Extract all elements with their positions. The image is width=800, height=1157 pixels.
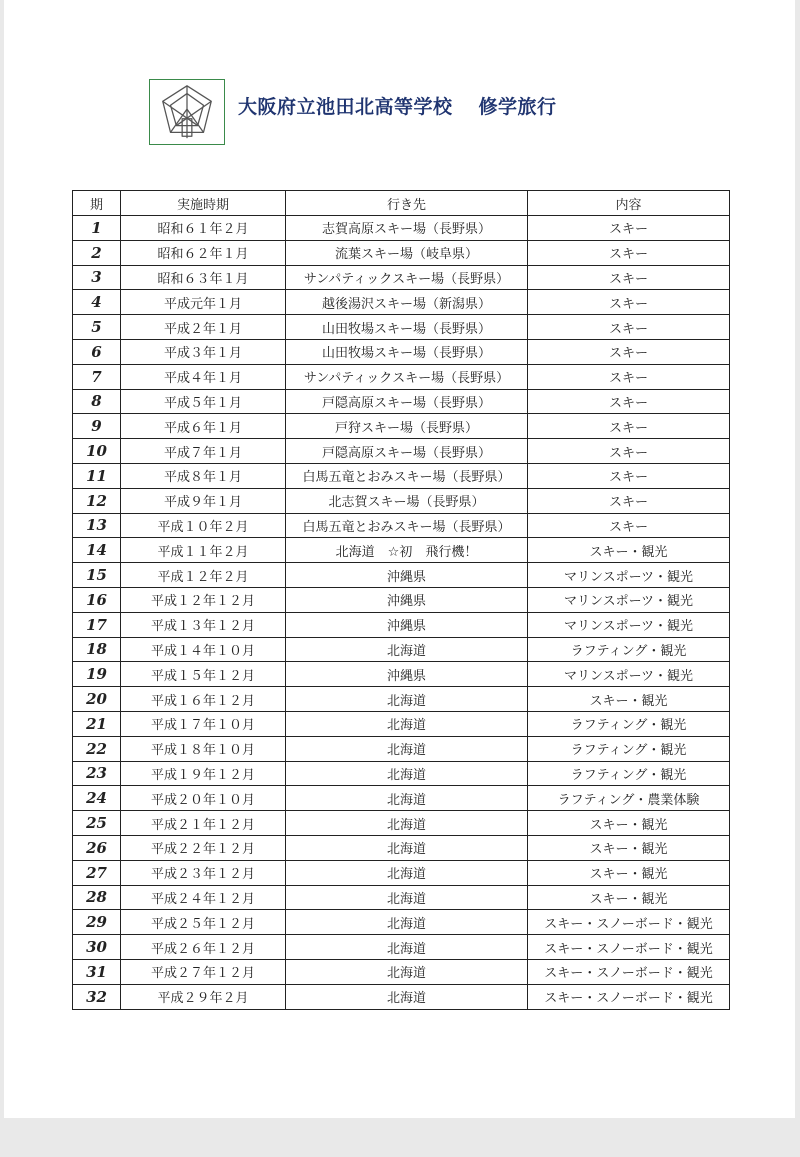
table-row xyxy=(73,290,730,315)
table-row xyxy=(73,736,730,761)
term-cell: 23 xyxy=(73,761,121,786)
term-cell: 32 xyxy=(73,984,121,1009)
school-trip-table xyxy=(72,190,730,1010)
content-cell: スキー・スノーボード・観光 xyxy=(528,984,730,1009)
date-cell: 平成６年１月 xyxy=(121,414,286,439)
destination-cell: 北海道 xyxy=(286,687,528,712)
date-cell: 平成１１年２月 xyxy=(121,538,286,563)
table-row xyxy=(73,835,730,860)
term-cell: 6 xyxy=(73,339,121,364)
destination-cell: 沖縄県 xyxy=(286,563,528,588)
content-cell: スキー xyxy=(528,290,730,315)
destination-cell: 白馬五竜とおみスキー場（長野県） xyxy=(286,463,528,488)
term-cell: 27 xyxy=(73,860,121,885)
table-row xyxy=(73,265,730,290)
date-cell: 平成１４年１０月 xyxy=(121,637,286,662)
date-cell: 昭和６２年１月 xyxy=(121,240,286,265)
destination-cell: 戸狩スキー場（長野県） xyxy=(286,414,528,439)
table-row xyxy=(73,563,730,588)
table-row xyxy=(73,959,730,984)
date-cell: 平成２１年１２月 xyxy=(121,811,286,836)
term-cell: 12 xyxy=(73,488,121,513)
destination-cell: 白馬五竜とおみスキー場（長野県） xyxy=(286,513,528,538)
content-cell: スキー xyxy=(528,364,730,389)
date-cell: 平成３年１月 xyxy=(121,339,286,364)
term-cell: 22 xyxy=(73,736,121,761)
date-cell: 平成２５年１２月 xyxy=(121,910,286,935)
term-cell: 8 xyxy=(73,389,121,414)
table-row xyxy=(73,587,730,612)
term-cell: 9 xyxy=(73,414,121,439)
term-cell: 19 xyxy=(73,662,121,687)
date-cell: 平成２７年１２月 xyxy=(121,959,286,984)
content-cell: ラフティング・観光 xyxy=(528,711,730,736)
date-cell: 平成８年１月 xyxy=(121,463,286,488)
term-cell: 14 xyxy=(73,538,121,563)
content-cell: スキー・スノーボード・観光 xyxy=(528,959,730,984)
destination-cell: 北海道 xyxy=(286,761,528,786)
document-title: 修学旅行 xyxy=(478,96,557,118)
content-cell: スキー xyxy=(528,439,730,464)
table-body xyxy=(73,216,730,1010)
date-cell: 平成２２年１２月 xyxy=(121,835,286,860)
date-cell: 平成２４年１２月 xyxy=(121,885,286,910)
table-row xyxy=(73,761,730,786)
date-cell: 平成９年１月 xyxy=(121,488,286,513)
school-name: 大阪府立池田北高等学校 xyxy=(238,96,453,118)
term-cell: 13 xyxy=(73,513,121,538)
table-row xyxy=(73,364,730,389)
table-row xyxy=(73,811,730,836)
column-header-term: 期 xyxy=(73,191,121,216)
destination-cell: 沖縄県 xyxy=(286,662,528,687)
destination-cell: 北海道 xyxy=(286,637,528,662)
page-title xyxy=(238,92,557,119)
destination-cell: 戸隠高原スキー場（長野県） xyxy=(286,389,528,414)
content-cell: スキー・観光 xyxy=(528,811,730,836)
date-cell: 平成１９年１２月 xyxy=(121,761,286,786)
date-cell: 平成１７年１０月 xyxy=(121,711,286,736)
content-cell: スキー xyxy=(528,414,730,439)
destination-cell: サンパティックスキー場（長野県） xyxy=(286,364,528,389)
table-row xyxy=(73,439,730,464)
destination-cell: サンパティックスキー場（長野県） xyxy=(286,265,528,290)
date-cell: 昭和６１年２月 xyxy=(121,216,286,241)
table-row xyxy=(73,711,730,736)
term-cell: 21 xyxy=(73,711,121,736)
table-row xyxy=(73,984,730,1009)
content-cell: スキー・観光 xyxy=(528,860,730,885)
term-cell: 16 xyxy=(73,587,121,612)
date-cell: 平成７年１月 xyxy=(121,439,286,464)
destination-cell: 北海道 xyxy=(286,910,528,935)
content-cell: スキー xyxy=(528,339,730,364)
table-row xyxy=(73,513,730,538)
table-row xyxy=(73,786,730,811)
term-cell: 29 xyxy=(73,910,121,935)
term-cell: 2 xyxy=(73,240,121,265)
destination-cell: 北海道 xyxy=(286,984,528,1009)
content-cell: ラフティング・観光 xyxy=(528,637,730,662)
table-row xyxy=(73,612,730,637)
table-row xyxy=(73,935,730,960)
destination-cell: 北海道 xyxy=(286,935,528,960)
date-cell: 平成２３年１２月 xyxy=(121,860,286,885)
date-cell: 平成１６年１２月 xyxy=(121,687,286,712)
table-row xyxy=(73,860,730,885)
date-cell: 平成４年１月 xyxy=(121,364,286,389)
column-header-content: 内容 xyxy=(528,191,730,216)
date-cell: 平成２０年１０月 xyxy=(121,786,286,811)
destination-cell: 北海道 xyxy=(286,860,528,885)
destination-cell: 山田牧場スキー場（長野県） xyxy=(286,339,528,364)
content-cell: ラフティング・観光 xyxy=(528,736,730,761)
term-cell: 31 xyxy=(73,959,121,984)
date-cell: 平成２９年２月 xyxy=(121,984,286,1009)
date-cell: 平成１２年２月 xyxy=(121,563,286,588)
table-row xyxy=(73,687,730,712)
table-row xyxy=(73,885,730,910)
date-cell: 平成５年１月 xyxy=(121,389,286,414)
date-cell: 平成２６年１２月 xyxy=(121,935,286,960)
table-row xyxy=(73,240,730,265)
content-cell: マリンスポーツ・観光 xyxy=(528,587,730,612)
content-cell: スキー・観光 xyxy=(528,885,730,910)
content-cell: スキー・スノーボード・観光 xyxy=(528,910,730,935)
destination-cell: 北海道 ☆初 飛行機！ xyxy=(286,538,528,563)
table-row xyxy=(73,216,730,241)
term-cell: 5 xyxy=(73,315,121,340)
term-cell: 20 xyxy=(73,687,121,712)
content-cell: スキー・スノーボード・観光 xyxy=(528,935,730,960)
table-row xyxy=(73,414,730,439)
term-cell: 24 xyxy=(73,786,121,811)
content-cell: スキー xyxy=(528,389,730,414)
term-cell: 10 xyxy=(73,439,121,464)
content-cell: ラフティング・農業体験 xyxy=(528,786,730,811)
destination-cell: 北海道 xyxy=(286,711,528,736)
content-cell: スキー xyxy=(528,240,730,265)
date-cell: 昭和６３年１月 xyxy=(121,265,286,290)
destination-cell: 北海道 xyxy=(286,811,528,836)
term-cell: 1 xyxy=(73,216,121,241)
table-row xyxy=(73,637,730,662)
term-cell: 3 xyxy=(73,265,121,290)
destination-cell: 北海道 xyxy=(286,885,528,910)
term-cell: 15 xyxy=(73,563,121,588)
destination-cell: 志賀高原スキー場（長野県） xyxy=(286,216,528,241)
content-cell: スキー xyxy=(528,463,730,488)
column-header-date: 実施時期 xyxy=(121,191,286,216)
table-row xyxy=(73,315,730,340)
date-cell: 平成１５年１２月 xyxy=(121,662,286,687)
table-row xyxy=(73,662,730,687)
term-cell: 18 xyxy=(73,637,121,662)
destination-cell: 北海道 xyxy=(286,786,528,811)
term-cell: 4 xyxy=(73,290,121,315)
table-header-row xyxy=(73,191,730,216)
term-cell: 11 xyxy=(73,463,121,488)
term-cell: 25 xyxy=(73,811,121,836)
destination-cell: 北海道 xyxy=(286,835,528,860)
destination-cell: 北海道 xyxy=(286,736,528,761)
content-cell: マリンスポーツ・観光 xyxy=(528,563,730,588)
column-header-destination: 行き先 xyxy=(286,191,528,216)
date-cell: 平成１２年１２月 xyxy=(121,587,286,612)
table-row xyxy=(73,463,730,488)
destination-cell: 流葉スキー場（岐阜県） xyxy=(286,240,528,265)
document-page xyxy=(4,0,795,1118)
content-cell: マリンスポーツ・観光 xyxy=(528,662,730,687)
content-cell: スキー xyxy=(528,488,730,513)
content-cell: スキー xyxy=(528,315,730,340)
term-cell: 26 xyxy=(73,835,121,860)
table-row xyxy=(73,910,730,935)
date-cell: 平成１８年１０月 xyxy=(121,736,286,761)
destination-cell: 北海道 xyxy=(286,959,528,984)
content-cell: マリンスポーツ・観光 xyxy=(528,612,730,637)
content-cell: スキー・観光 xyxy=(528,538,730,563)
term-cell: 28 xyxy=(73,885,121,910)
content-cell: スキー・観光 xyxy=(528,687,730,712)
term-cell: 7 xyxy=(73,364,121,389)
table-row xyxy=(73,488,730,513)
date-cell: 平成１３年１２月 xyxy=(121,612,286,637)
content-cell: スキー xyxy=(528,513,730,538)
date-cell: 平成元年１月 xyxy=(121,290,286,315)
school-crest-icon xyxy=(149,79,225,145)
destination-cell: 北志賀スキー場（長野県） xyxy=(286,488,528,513)
destination-cell: 山田牧場スキー場（長野県） xyxy=(286,315,528,340)
content-cell: ラフティング・観光 xyxy=(528,761,730,786)
content-cell: スキー・観光 xyxy=(528,835,730,860)
destination-cell: 戸隠高原スキー場（長野県） xyxy=(286,439,528,464)
content-cell: スキー xyxy=(528,216,730,241)
destination-cell: 沖縄県 xyxy=(286,612,528,637)
table-row xyxy=(73,339,730,364)
date-cell: 平成２年１月 xyxy=(121,315,286,340)
term-cell: 30 xyxy=(73,935,121,960)
table-row xyxy=(73,389,730,414)
date-cell: 平成１０年２月 xyxy=(121,513,286,538)
term-cell: 17 xyxy=(73,612,121,637)
table-row xyxy=(73,538,730,563)
content-cell: スキー xyxy=(528,265,730,290)
destination-cell: 越後湯沢スキー場（新潟県） xyxy=(286,290,528,315)
destination-cell: 沖縄県 xyxy=(286,587,528,612)
